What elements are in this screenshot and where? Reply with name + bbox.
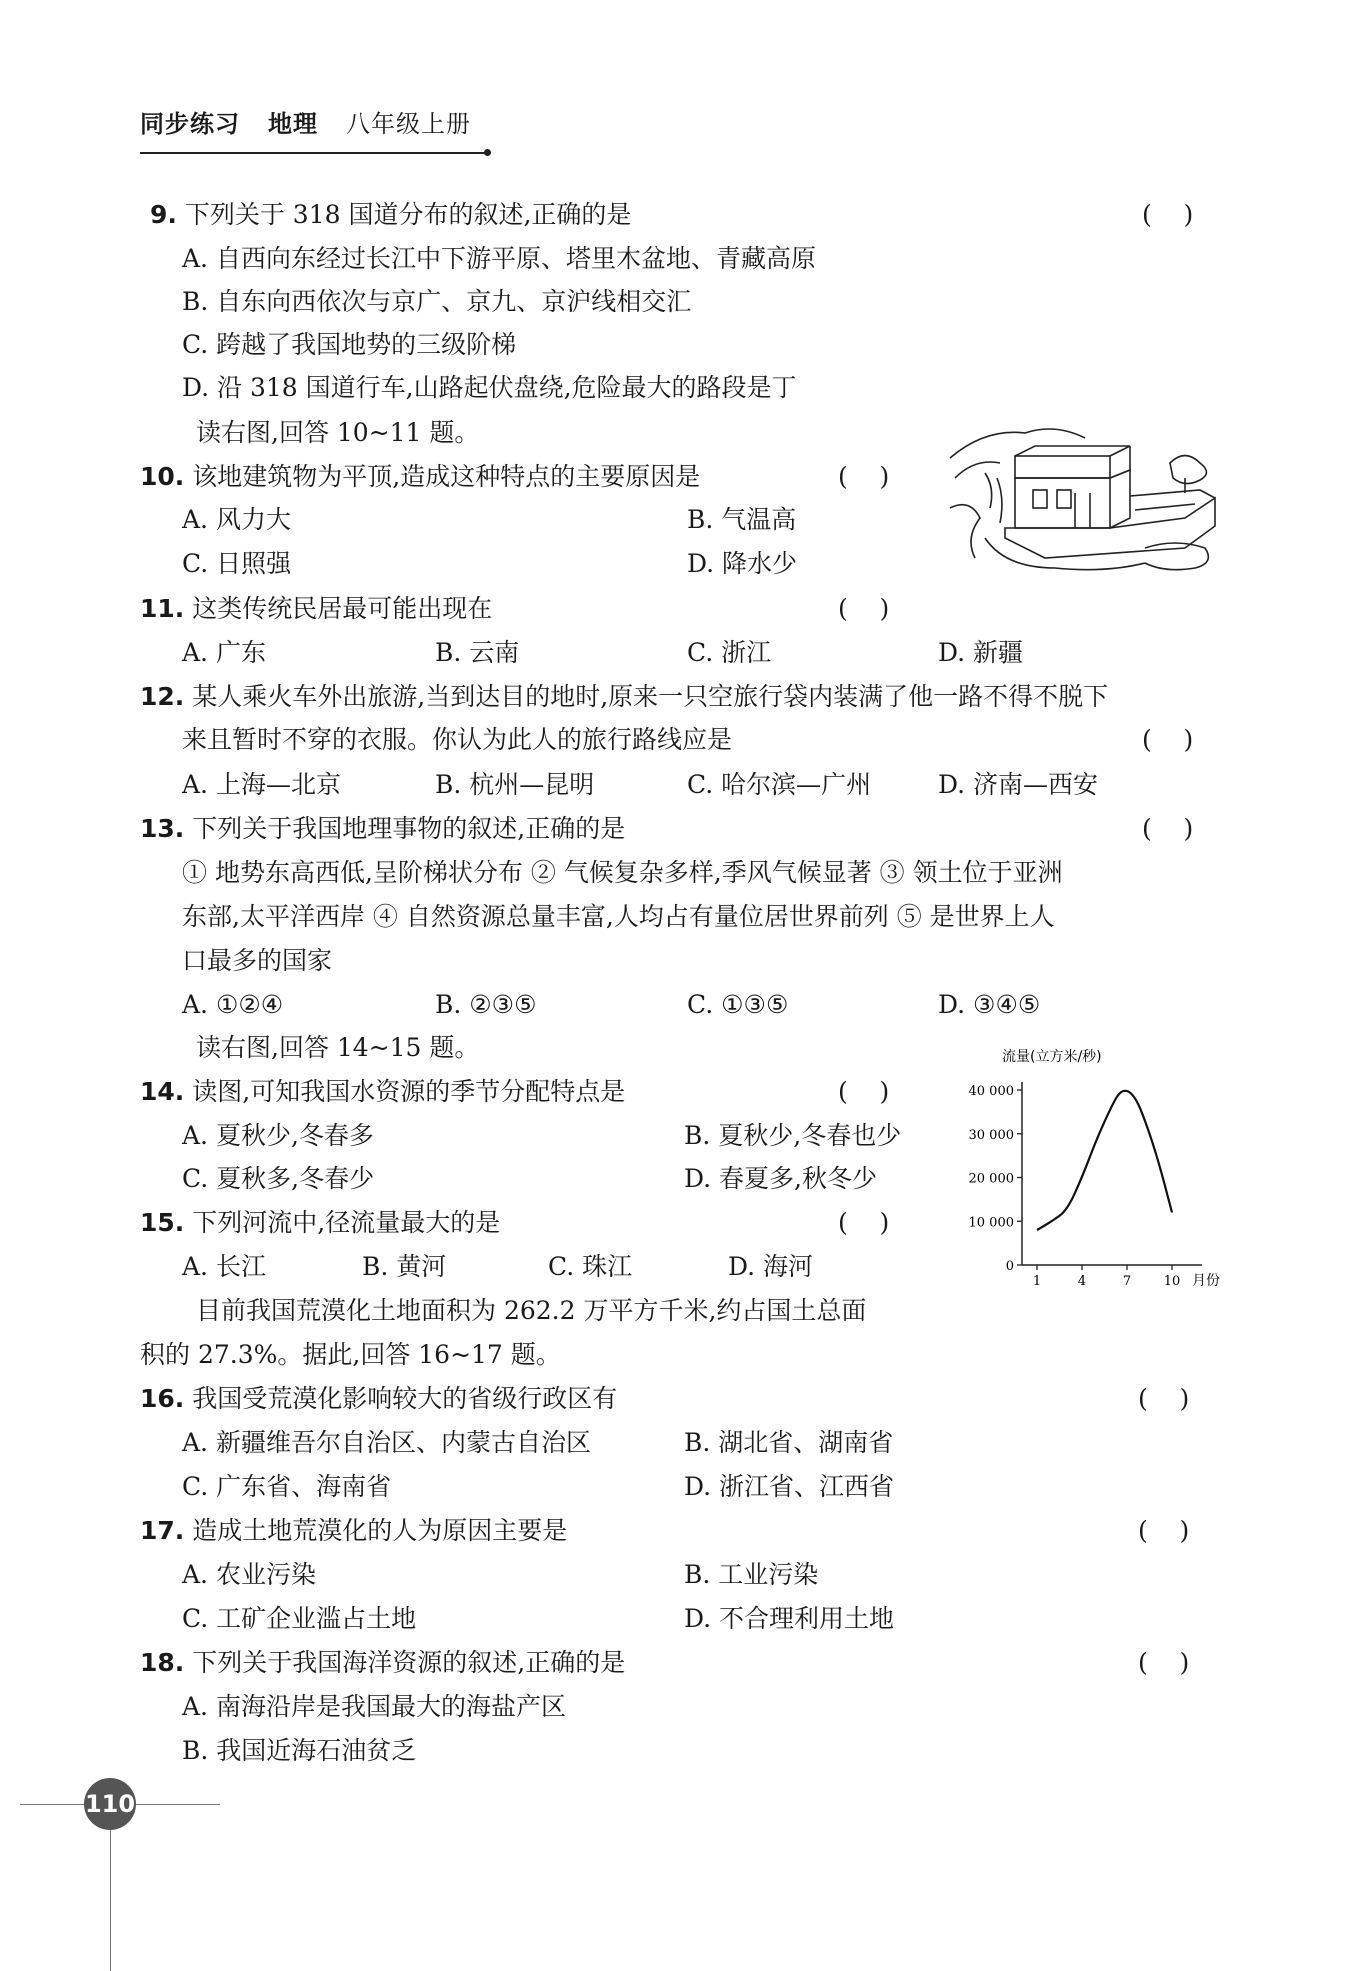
chart-y-tick-label: 40 000 [968,1084,1014,1099]
q12-answer-blank[interactable]: ( ) [1142,725,1194,754]
q16-option-d: D. 浙江省、江西省 [684,1472,895,1501]
q10-number: 10. [140,462,185,491]
q13-statements-line2: 东部,太平洋西岸 ④ 自然资源总量丰富,人均占有量位居世界前列 ⑤ 是世界上人 [182,902,1055,931]
q14-option-b: B. 夏秋少,冬春也少 [684,1121,902,1150]
q14-stem [140,1077,625,1107]
q11-text: 这类传统民居最可能出现在 [192,594,493,623]
q11-option-c: C. 浙江 [687,638,772,667]
q11-number: 11. [140,594,185,623]
q12-stem-line2: 来且暂时不穿的衣服。你认为此人的旅行路线应是 [182,725,733,754]
intro-16-17-line2: 积的 27.3%。据此,回答 16~17 题。 [140,1340,561,1369]
q14-answer-blank[interactable]: ( ) [838,1077,890,1106]
q14-text: 读图,可知我国水资源的季节分配特点是 [192,1077,626,1106]
river-runoff-chart [950,1045,1240,1295]
chart-y-tick-label: 0 [1005,1259,1014,1274]
q16-answer-blank[interactable]: ( ) [1138,1384,1190,1413]
chart-series-line [1037,1091,1172,1230]
q17-option-c: C. 工矿企业滥占土地 [182,1604,417,1633]
chart-x-ticks [1033,1265,1180,1289]
q17-number: 17. [140,1516,185,1545]
q13-answer-blank[interactable]: ( ) [1142,814,1194,843]
q15-answer-blank[interactable]: ( ) [838,1208,890,1237]
header-rule-dot [484,149,491,156]
header-rule [140,152,488,154]
q13-statements-line3: 口最多的国家 [182,946,333,975]
q13-option-b: B. ②③⑤ [435,990,537,1019]
intro-10-11: 读右图,回答 10~11 题。 [196,418,480,447]
chart-y-tick-label: 30 000 [968,1127,1014,1143]
q10-option-c: C. 日照强 [182,549,292,578]
q14-option-a: A. 夏秋少,冬春多 [182,1121,374,1150]
q13-option-d: D. ③④⑤ [938,990,1041,1019]
q12-number: 12. [140,682,185,711]
q17-text: 造成土地荒漠化的人为原因主要是 [192,1516,568,1545]
q16-stem [140,1384,617,1414]
q18-option-b: B. 我国近海石油贫乏 [182,1736,417,1765]
q9-text: 下列关于 318 国道分布的叙述,正确的是 [184,200,632,229]
q9-option-c: C. 跨越了我国地势的三级阶梯 [182,330,517,359]
q9-option-a: A. 自西向东经过长江中下游平原、塔里木盆地、青藏高原 [182,244,816,273]
q16-text: 我国受荒漠化影响较大的省级行政区有 [192,1384,618,1413]
q15-stem [140,1208,500,1238]
q13-stem [140,814,625,844]
q15-option-a: A. 长江 [182,1252,266,1281]
q18-option-a: A. 南海沿岸是我国最大的海盐产区 [182,1692,566,1721]
q10-text: 该地建筑物为平顶,造成这种特点的主要原因是 [192,462,701,491]
q15-text: 下列河流中,径流量最大的是 [192,1208,501,1237]
q15-option-c: C. 珠江 [548,1252,633,1281]
chart-y-axis-label: 流量(立方米/秒) [1002,1049,1102,1065]
q17-stem [140,1516,567,1546]
q11-stem [140,594,492,624]
q18-answer-blank[interactable]: ( ) [1138,1648,1190,1677]
intro-14-15: 读右图,回答 14~15 题。 [196,1033,480,1062]
q11-option-a: A. 广东 [182,638,266,667]
q18-text: 下列关于我国海洋资源的叙述,正确的是 [192,1648,626,1677]
q11-option-d: D. 新疆 [938,638,1024,667]
q14-option-c: C. 夏秋多,冬春少 [182,1164,375,1193]
page-number: 110 [84,1778,136,1830]
q18-number: 18. [140,1648,185,1677]
q13-number: 13. [140,814,185,843]
grade-title: 八年级上册 [346,110,471,138]
q12-option-c: C. 哈尔滨—广州 [687,770,872,799]
q12-option-d: D. 济南—西安 [938,770,1099,799]
q15-number: 15. [140,1208,185,1237]
q12-text-1: 某人乘火车外出旅游,当到达目的地时,原来一只空旅行袋内装满了他一路不得不脱下 [192,682,1109,711]
q16-option-a: A. 新疆维吾尔自治区、内蒙古自治区 [182,1428,591,1457]
q9-option-b: B. 自东向西依次与京广、京九、京沪线相交汇 [182,287,692,316]
q16-option-b: B. 湖北省、湖南省 [684,1428,894,1457]
chart-x-tick-label: 7 [1122,1274,1132,1289]
chart-x-tick-label: 10 [1163,1274,1181,1289]
q10-answer-blank[interactable]: ( ) [838,462,890,491]
chart-x-tick-label: 1 [1032,1274,1042,1289]
q13-statements-line1: ① 地势东高西低,呈阶梯状分布 ② 气候复杂多样,季风气候显著 ③ 领土位于亚洲 [182,858,1063,887]
q10-option-a: A. 风力大 [182,505,291,534]
q13-text: 下列关于我国地理事物的叙述,正确的是 [192,814,626,843]
q11-answer-blank[interactable]: ( ) [838,594,890,623]
q12-option-a: A. 上海—北京 [182,770,341,799]
q15-option-b: B. 黄河 [362,1252,447,1281]
intro-16-17-line1: 目前我国荒漠化土地面积为 262.2 万平方千米,约占国土总面 [196,1296,867,1325]
q16-option-c: C. 广东省、海南省 [182,1472,392,1501]
q13-option-a: A. ①②④ [182,990,284,1019]
subject-title: 地理 [268,110,318,138]
book-title: 同步练习 [140,110,240,138]
q15-option-d: D. 海河 [728,1252,814,1281]
q17-option-b: B. 工业污染 [684,1560,819,1589]
q18-stem [140,1648,625,1678]
q12-stem-line1 [140,682,1108,712]
page-header [140,104,499,139]
q13-option-c: C. ①③⑤ [687,990,789,1019]
q11-option-b: B. 云南 [435,638,520,667]
q9-stem [150,200,631,230]
q17-option-a: A. 农业污染 [182,1560,316,1589]
q9-option-d: D. 沿 318 国道行车,山路起伏盘绕,危险最大的路段是丁 [182,373,797,402]
chart-y-ticks [969,1084,1023,1274]
q12-option-b: B. 杭州—昆明 [435,770,595,799]
q10-option-b: B. 气温高 [687,505,797,534]
q14-option-d: D. 春夏多,秋冬少 [684,1164,877,1193]
page-margin-rule [110,1830,111,1971]
chart-y-tick-label: 20 000 [968,1171,1014,1187]
q17-option-d: D. 不合理利用土地 [684,1604,895,1633]
q17-answer-blank[interactable]: ( ) [1138,1516,1190,1545]
flat-roof-house-illustration [945,418,1220,578]
q10-option-d: D. 降水少 [687,549,798,578]
chart-x-tick-label: 4 [1077,1274,1087,1289]
q9-number: 9. [150,200,177,229]
q9-answer-blank[interactable]: ( ) [1142,200,1194,229]
q16-number: 16. [140,1384,185,1413]
chart-x-axis-label: 月份 [1192,1273,1220,1289]
q14-number: 14. [140,1077,185,1106]
q10-stem [140,462,700,492]
chart-y-tick-label: 10 000 [968,1215,1014,1231]
